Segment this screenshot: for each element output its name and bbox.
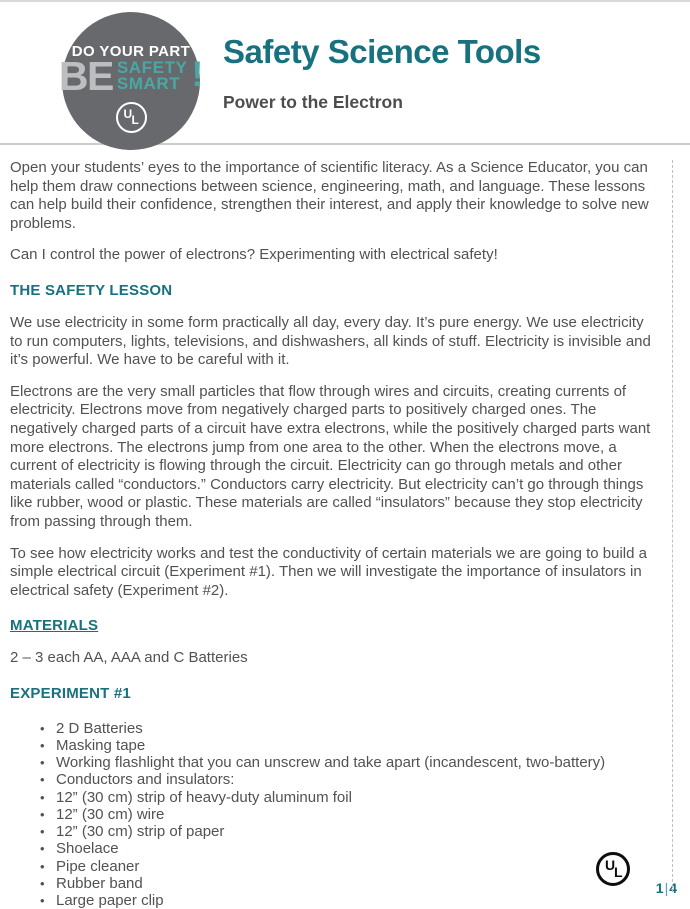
title-block	[223, 12, 541, 113]
badge-be-text: BE	[58, 52, 113, 99]
be-safety-smart-badge	[58, 12, 204, 150]
badge-exclamation: !	[191, 55, 204, 94]
list-item: • Shoelace	[40, 840, 656, 857]
heading-the-safety-lesson: THE SAFETY LESSON	[10, 281, 173, 299]
badge-main-row	[58, 52, 204, 99]
list-item: • 12” (30 cm) wire	[40, 806, 656, 823]
page-title: Safety Science Tools	[223, 33, 541, 70]
ul-logo-icon	[116, 102, 147, 133]
page-subtitle: Power to the Electron	[223, 92, 403, 112]
list-item: • Masking tape	[40, 737, 656, 754]
list-item: • Pipe cleaner	[40, 858, 656, 875]
lesson-paragraph-3: To see how electricity works and test the conductivity of certain materials we are going to build a simple electrical circuit (Experiment #1). Then we will investigate the importance of insulators in electrical safety (Experiment #2).	[10, 544, 647, 599]
badge-smart-text: SMART	[116, 74, 181, 93]
list-item: • 2 D Batteries	[40, 720, 656, 737]
lesson-paragraph-2: Electrons are the very small particles that flow through wires and circuits, creating currents of electricity. Electrons move from negatively charged parts to positively charged ones. The negatively charged parts of a circuit have extra electrons, while the positively charged parts want more electrons. The electrons jump from one area to the other. When the electrons move, a current of electricity is flowing through the circuit. Electricity can go through metals and other materials called “conductors.” Conductors carry electricity. But electricity can’t go through things like rubber, wood or plastic. These materials are called “insulators” because they stop electricity from passing through them.	[10, 382, 651, 530]
badge-safety-text: SAFETY	[116, 57, 188, 77]
badge-tagline: DO YOUR PART	[71, 42, 191, 60]
ul-logo-u: U	[123, 107, 133, 122]
experiment-1-materials-list	[10, 720, 656, 909]
ul-logo-footer-icon	[596, 852, 630, 886]
materials-batteries-line: 2 – 3 each AA, AAA and C Batteries	[10, 649, 248, 667]
page-edge-dashed-line	[672, 160, 673, 892]
list-item: • Large paper clip	[40, 892, 656, 909]
heading-experiment-1: EXPERIMENT #1	[10, 684, 131, 702]
lesson-paragraph-1: We use electricity in some form practically all day, every day. It’s pure energy. We use electricity to run computers, lights, televisions, and dishwashers, all kinds of stuff. Electricity is invisible and it’s powerful. We have to be careful with it.	[10, 313, 651, 369]
ul-logo-l: L	[131, 113, 139, 128]
page-number-separator: |	[664, 880, 669, 896]
document-header	[0, 2, 690, 143]
ul-footer-u: U	[605, 857, 616, 873]
intro-paragraph-1: Open your students’ eyes to the importance of scientific literacy. As a Science Educator, you can help them draw connections between science, engineering, math, and language. These lessons can help build their confidence, strengthen their interest, and apply their knowledge to solve new problems.	[10, 159, 649, 232]
heading-materials: MATERIALS	[10, 617, 99, 635]
page-number-total: 4	[669, 880, 677, 896]
page-number-current: 1	[655, 880, 664, 896]
list-item: • 12” (30 cm) strip of paper	[40, 823, 656, 840]
list-item: • 12” (30 cm) strip of heavy-duty aluminum foil	[40, 789, 656, 806]
list-item: • Working flashlight that you can unscrew and take apart (incandescent, two-battery)	[40, 754, 656, 771]
badge-safety-smart	[116, 57, 188, 93]
ul-footer-l: L	[614, 864, 623, 880]
list-item: • Rubber band	[40, 875, 656, 892]
document-body	[0, 145, 690, 909]
list-item: • Conductors and insulators:	[40, 771, 656, 788]
page-number	[656, 880, 677, 896]
intro-paragraph-2: Can I control the power of electrons? Experimenting with electrical safety!	[10, 246, 498, 264]
